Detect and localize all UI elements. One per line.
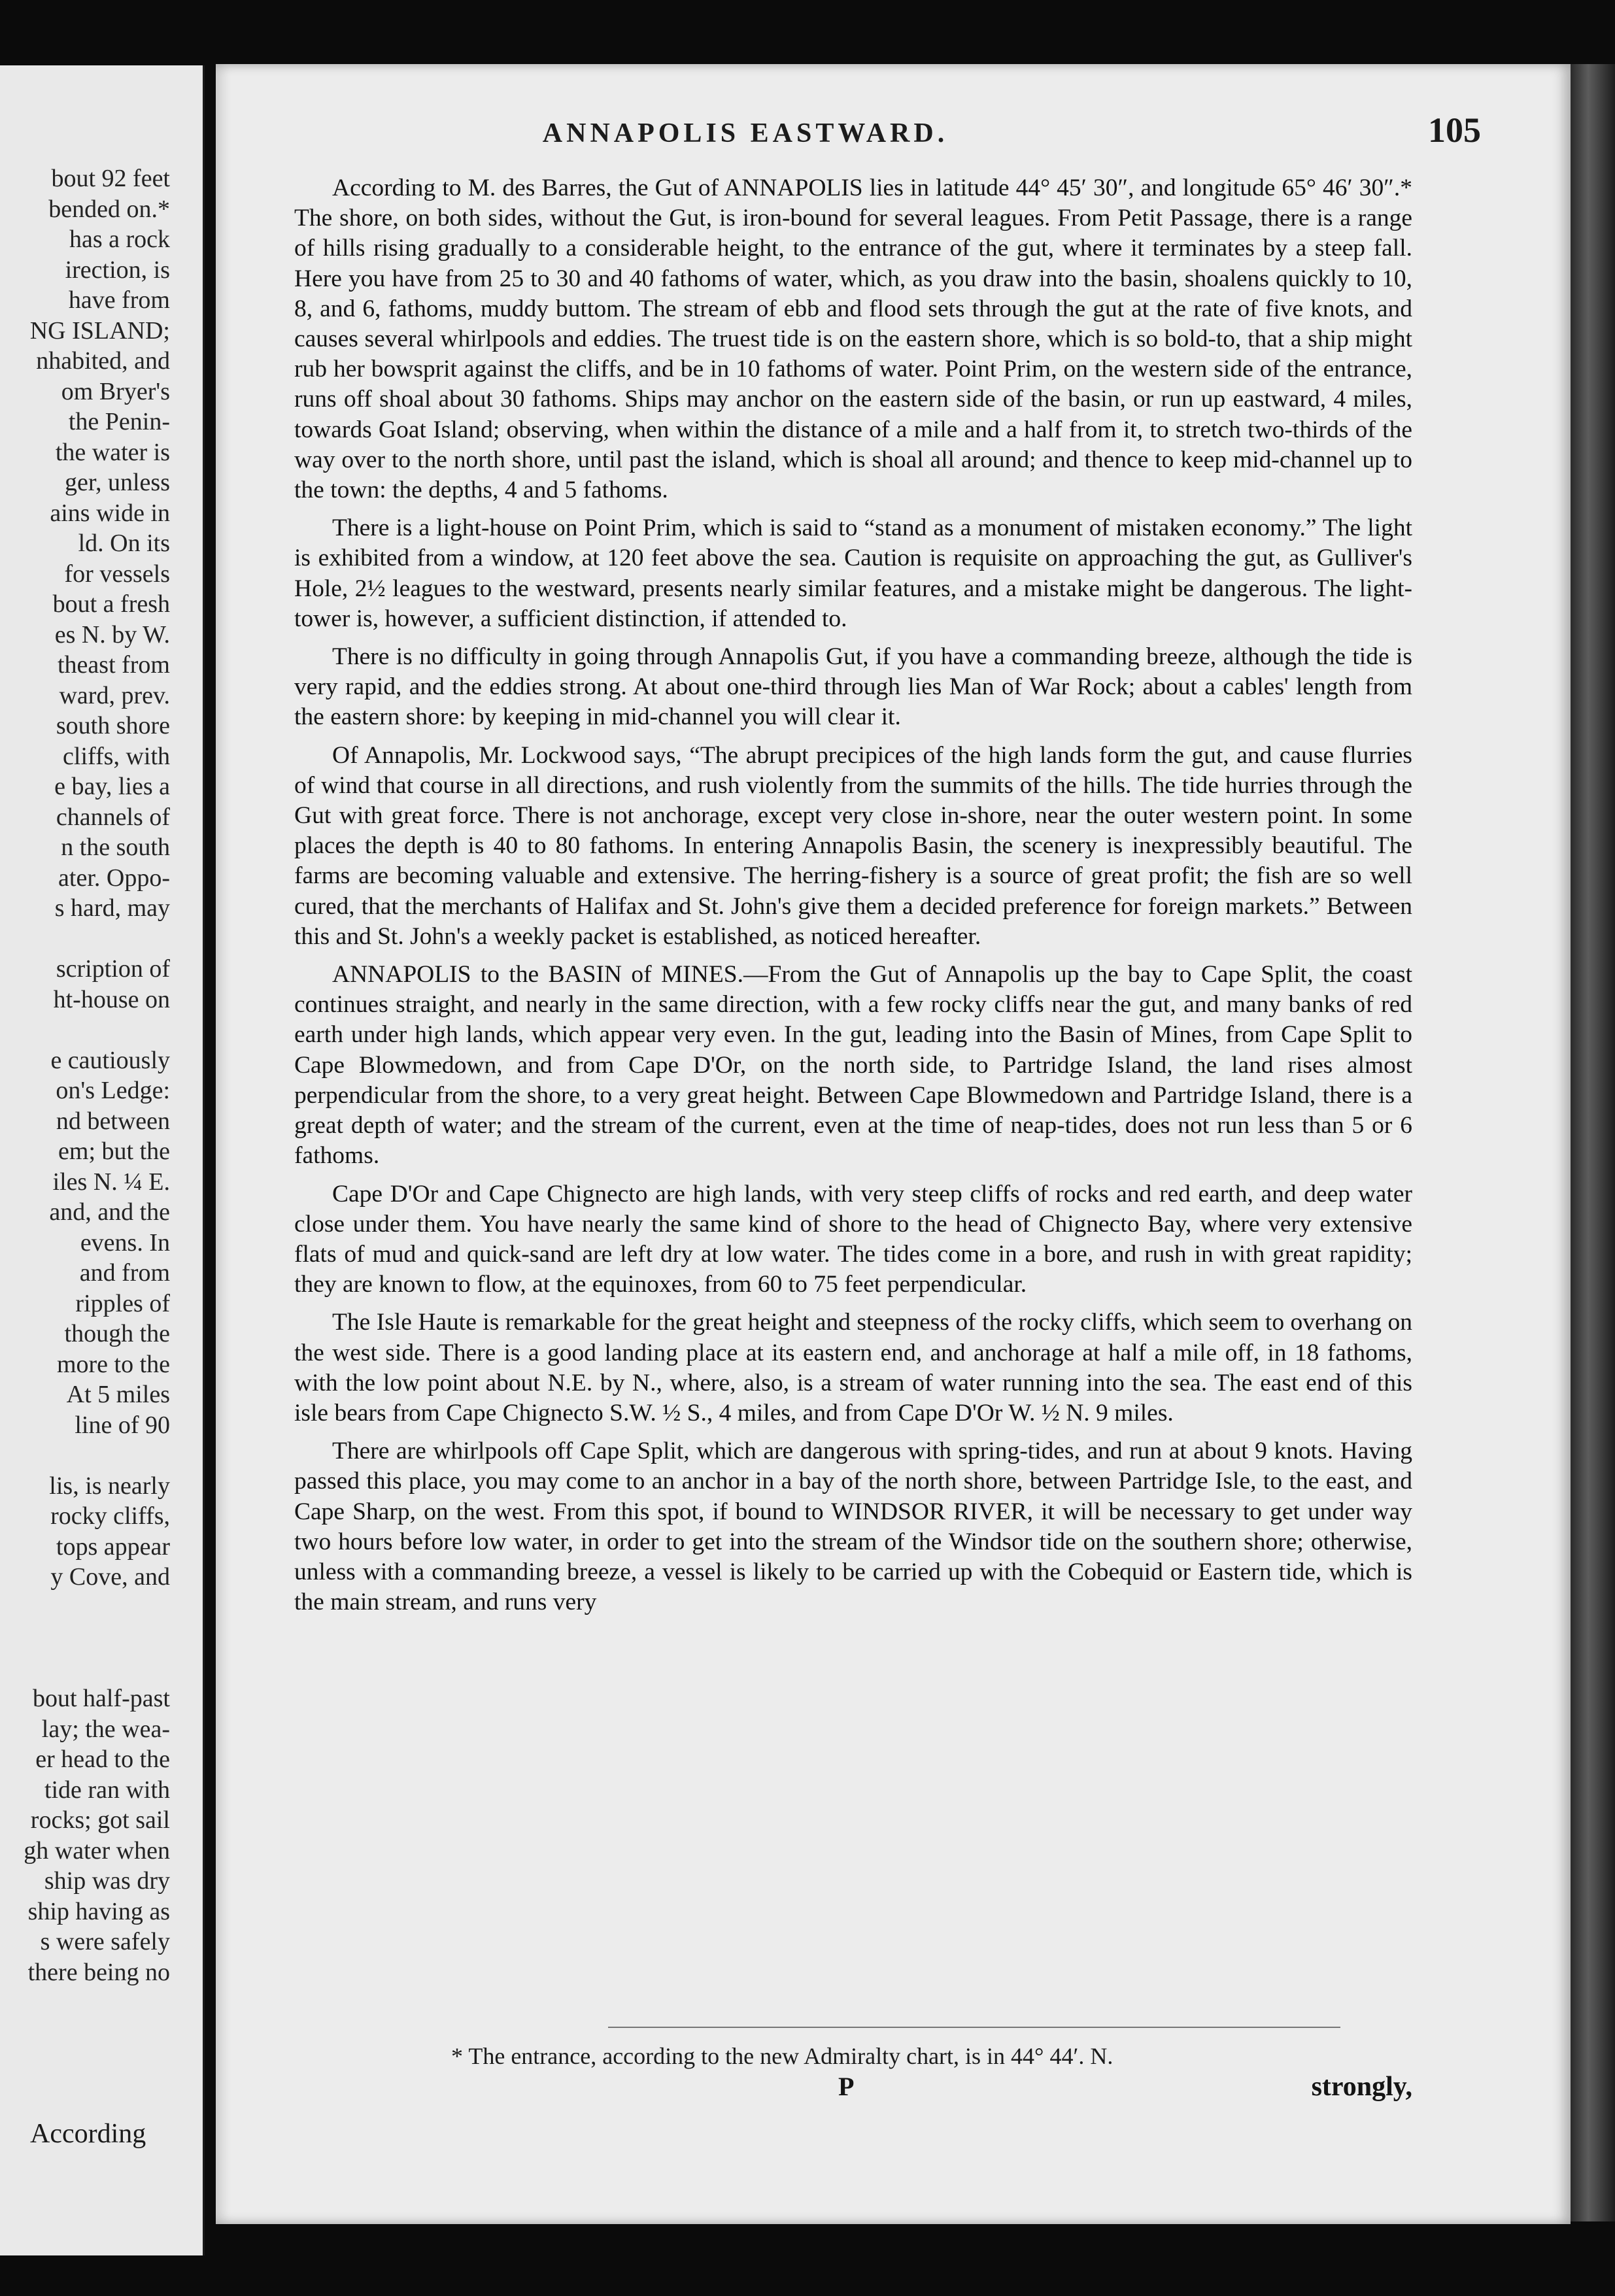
facing-page-line: line of 90 xyxy=(75,1411,170,1439)
facing-page-line: nd between xyxy=(56,1107,170,1135)
facing-page-line: s were safely xyxy=(40,1928,170,1955)
facing-page-line xyxy=(0,1440,170,1471)
facing-page-line: NG ISLAND; xyxy=(29,316,170,345)
facing-page-line: y Cove, and xyxy=(50,1563,170,1591)
paragraph-lighthouse: There is a light-house on Point Prim, which is said to “stand as a monument of mistaken economy.” The light is exhibited from a window, at 120 feet above the sea. Caution is requisite on approaching the gut, as Gulliver's Hole, 2½ leagues to the westward, presents nearly similar features, and a mistake might be dangerous. The light-tower is, however, a sufficient distinction, if attended to. xyxy=(294,515,1412,632)
signature-mark: P xyxy=(838,2072,855,2101)
facing-page-line: ship having as xyxy=(27,1897,170,1925)
facing-page-line: channels of xyxy=(56,803,170,831)
facing-page-line: irection, is xyxy=(65,256,170,284)
running-head: ANNAPOLIS EASTWARD. xyxy=(542,118,949,148)
footnote: * The entrance, according to the new Admiralty chart, is in 44° 44′. N. xyxy=(451,2043,1114,2069)
facing-page-text xyxy=(0,163,170,1987)
facing-page-line: scription of xyxy=(56,955,170,983)
facing-page-line: the water is xyxy=(55,438,170,466)
facing-page-line: ains wide in xyxy=(50,499,170,527)
paragraph-cape-split: There are whirlpools off Cape Split, which are dangerous with spring-tides, and run at about 9 knots. Having passed this place, you may come to an anchor in a bay of the north shore, between Partridge Isle, to the east, and Cape Sharp, on the west. From this spot, if bound to WINDSOR RIVER, it will be necessary to get under way two hours before low water, in order to get into the stream of the Windsor tide on the southern shore; otherwise, unless with a commanding breeze, a vessel is likely to be carried up with the Cobequid or Eastern tide, which is the main stream, and runs very xyxy=(294,1438,1412,1616)
facing-page-line: om Bryer's xyxy=(61,377,170,405)
paragraph-man-of-war-rock: There is no difficulty in going through Annapolis Gut, if you have a commanding breeze, although the tide is very rapid, and the eddies strong. At about one-third through lies Man of War Rock; about a cables' length from the eastern shore: by keeping in mid-channel you will clear it. xyxy=(294,643,1412,731)
facing-page-line: nhabited, and xyxy=(36,347,170,375)
facing-page-line: gh water when xyxy=(24,1836,170,1865)
facing-page-line: rocks; got sail xyxy=(30,1806,170,1834)
facing-page-line: south shore xyxy=(56,712,170,739)
facing-page-line: there being no xyxy=(27,1958,170,1986)
facing-page-line: e cautiously xyxy=(50,1046,170,1074)
paragraph-cape-dor: Cape D'Or and Cape Chignecto are high lands, with very steep cliffs of rocks and red earth, and deep water close under them. You have nearly the same kind of shore to the head of Chignecto Bay, where very extensive flats of mud and quick-sand are left dry at low water. The tides come in a bore, and rush in with great rapidity; they are known to flow, at the equinoxes, from 60 to 75 feet perpendicular. xyxy=(294,1180,1412,1298)
facing-page-line: for vessels xyxy=(64,560,170,588)
facing-page-line xyxy=(0,1623,170,1653)
paragraph-lockwood-quote: Of Annapolis, Mr. Lockwood says, “The abrupt precipices of the high lands form the gut, and cause flurries of wind that course in all directions, and rush violently from the summits of the hills. The tide hurries through the Gut with great force. There is not anchorage, except very close in-shore, near the outer western point. In some places the depth is 40 to 80 fathoms. In entering Annapolis Basin, the scenery is inexpressibly beautiful. The farms are becoming valuable and extensive. The herring-fishery is a source of great profit; the fish are so well cured, that the merchants of Halifax and St. John's give them a decided preference for foreign markets.” Between this and St. John's a weekly packet is established, as noticed hereafter. xyxy=(294,741,1412,950)
facing-page-line xyxy=(0,1015,170,1045)
facing-page-line: theast from xyxy=(57,651,170,679)
facing-page-line: e bay, lies a xyxy=(54,773,170,800)
footnote-rule xyxy=(608,2027,1340,2028)
facing-page-line: bout a fresh xyxy=(52,590,170,618)
facing-page-line: more to the xyxy=(56,1350,170,1378)
facing-page-line: ht-house on xyxy=(53,985,170,1013)
facing-page-line: ld. On its xyxy=(78,530,170,557)
page-number: 105 xyxy=(1428,110,1481,150)
facing-page-line: At 5 miles xyxy=(66,1381,170,1408)
paragraph-basin-of-mines: ANNAPOLIS to the BASIN of MINES.—From the Gut of Annapolis up the bay to Cape Split, the coast continues straight, and nearly in the same direction, with a few rocky cliffs near the gut, and many banks of red earth under high lands, which appear very even. In the gut, leading into the Basin of Mines, from Cape Split to Cape Blowmedown, and from Cape D'Or, on the north side, to Partridge Island, the land rises almost perpendicular from the shore, to a very great height. Between Cape Blowmedown and Partridge Island, there is a great depth of water; and the stream of the current, even at the time of neap-tides, does not run less than 5 or 6 fathoms. xyxy=(294,961,1412,1170)
paragraph-isle-haute: The Isle Haute is remarkable for the great height and steepness of the rocky cliffs, which seem to overhang on the west side. There is a good landing place at its eastern end, and anchorage at half a mile off, in 18 fathoms, with the low point about N.E. by N., where, also, is a stream of water running into the sea. The east end of this isle bears from Cape Chignecto S.W. ½ S., 4 miles, and from Cape D'Or W. ½ N. 9 miles. xyxy=(294,1309,1412,1427)
facing-page-line: em; but the xyxy=(58,1138,170,1165)
facing-page-line: cliffs, with xyxy=(63,742,170,770)
facing-page-line: es N. by W. xyxy=(54,620,170,649)
catchword: strongly, xyxy=(1311,2072,1412,2102)
facing-page-line: ripples of xyxy=(75,1289,170,1317)
facing-page-line: have from xyxy=(68,286,170,314)
facing-page-line: on's Ledge: xyxy=(56,1077,170,1104)
facing-page-line: and, and the xyxy=(49,1198,170,1226)
facing-page-line: lay; the wea- xyxy=(41,1715,170,1743)
facing-page-line: ship was dry xyxy=(44,1867,170,1895)
facing-page-line: tide ran with xyxy=(44,1776,170,1804)
facing-page-line: the Penin- xyxy=(68,408,170,435)
facing-page-line xyxy=(0,1653,170,1684)
facing-page-line: bended on.* xyxy=(48,195,170,223)
facing-page-line: lis, is nearly xyxy=(49,1472,170,1500)
facing-page-line: has a rock xyxy=(69,226,170,253)
facing-page-catchword: According xyxy=(30,2119,146,2149)
facing-page-line: tops appear xyxy=(56,1532,170,1561)
facing-page-line: evens. In xyxy=(80,1228,170,1257)
facing-page-line: though the xyxy=(64,1320,170,1347)
facing-page-line: bout 92 feet xyxy=(51,165,170,192)
facing-page-line: and from xyxy=(79,1259,170,1287)
facing-page-line: ater. Oppo- xyxy=(58,864,170,892)
facing-page-line: iles N. ¼ E. xyxy=(52,1168,170,1196)
facing-page-line xyxy=(0,924,170,954)
body-text xyxy=(294,173,1412,1625)
facing-page-line: s hard, may xyxy=(54,894,170,922)
facing-page-line: er head to the xyxy=(35,1746,170,1773)
facing-page-line xyxy=(0,1593,170,1623)
facing-page-line: ward, prev. xyxy=(59,681,170,709)
facing-page-edge xyxy=(0,65,205,2255)
facing-page-line: n the south xyxy=(61,834,170,861)
book-gutter xyxy=(1571,64,1615,2221)
facing-page-line: bout half-past xyxy=(32,1685,170,1712)
facing-page-line: ger, unless xyxy=(65,469,170,496)
facing-page-line: rocky cliffs, xyxy=(50,1502,170,1530)
paragraph-gut-of-annapolis: According to M. des Barres, the Gut of ANNAPOLIS lies in latitude 44° 45′ 30″, and longitude 65° 46′ 30″.* The shore, on both sides, without the Gut, is iron-bound for several leagues. From Petit Passage, there is a range of hills rising gradually to a considerable height, to the entrance of the gut, where it terminates by a steep fall. Here you have from 25 to 30 and 40 fathoms of water, which, as you draw into the basin, shoalens quickly to 10, 8, and 6, fathoms, muddy buttom. The stream of ebb and flood sets through the gut at the rate of five knots, and causes several whirlpools and eddies. The truest tide is on the eastern shore, which is so bold-to, that a ship might rub her bowsprit against the cliffs, and be in 10 fathoms of water. Point Prim, on the western side of the entrance, runs off shoal about 30 fathoms. Ships may anchor on the eastern side of the basin, or run up eastward, 4 miles, towards Goat Island; observing, when within the distance of a mile and a half from it, to stretch two-thirds of the way over to the north shore, until past the island, which is shoal all around; and thence to keep mid-channel up to the town: the depths, 4 and 5 fathoms. xyxy=(294,175,1412,504)
